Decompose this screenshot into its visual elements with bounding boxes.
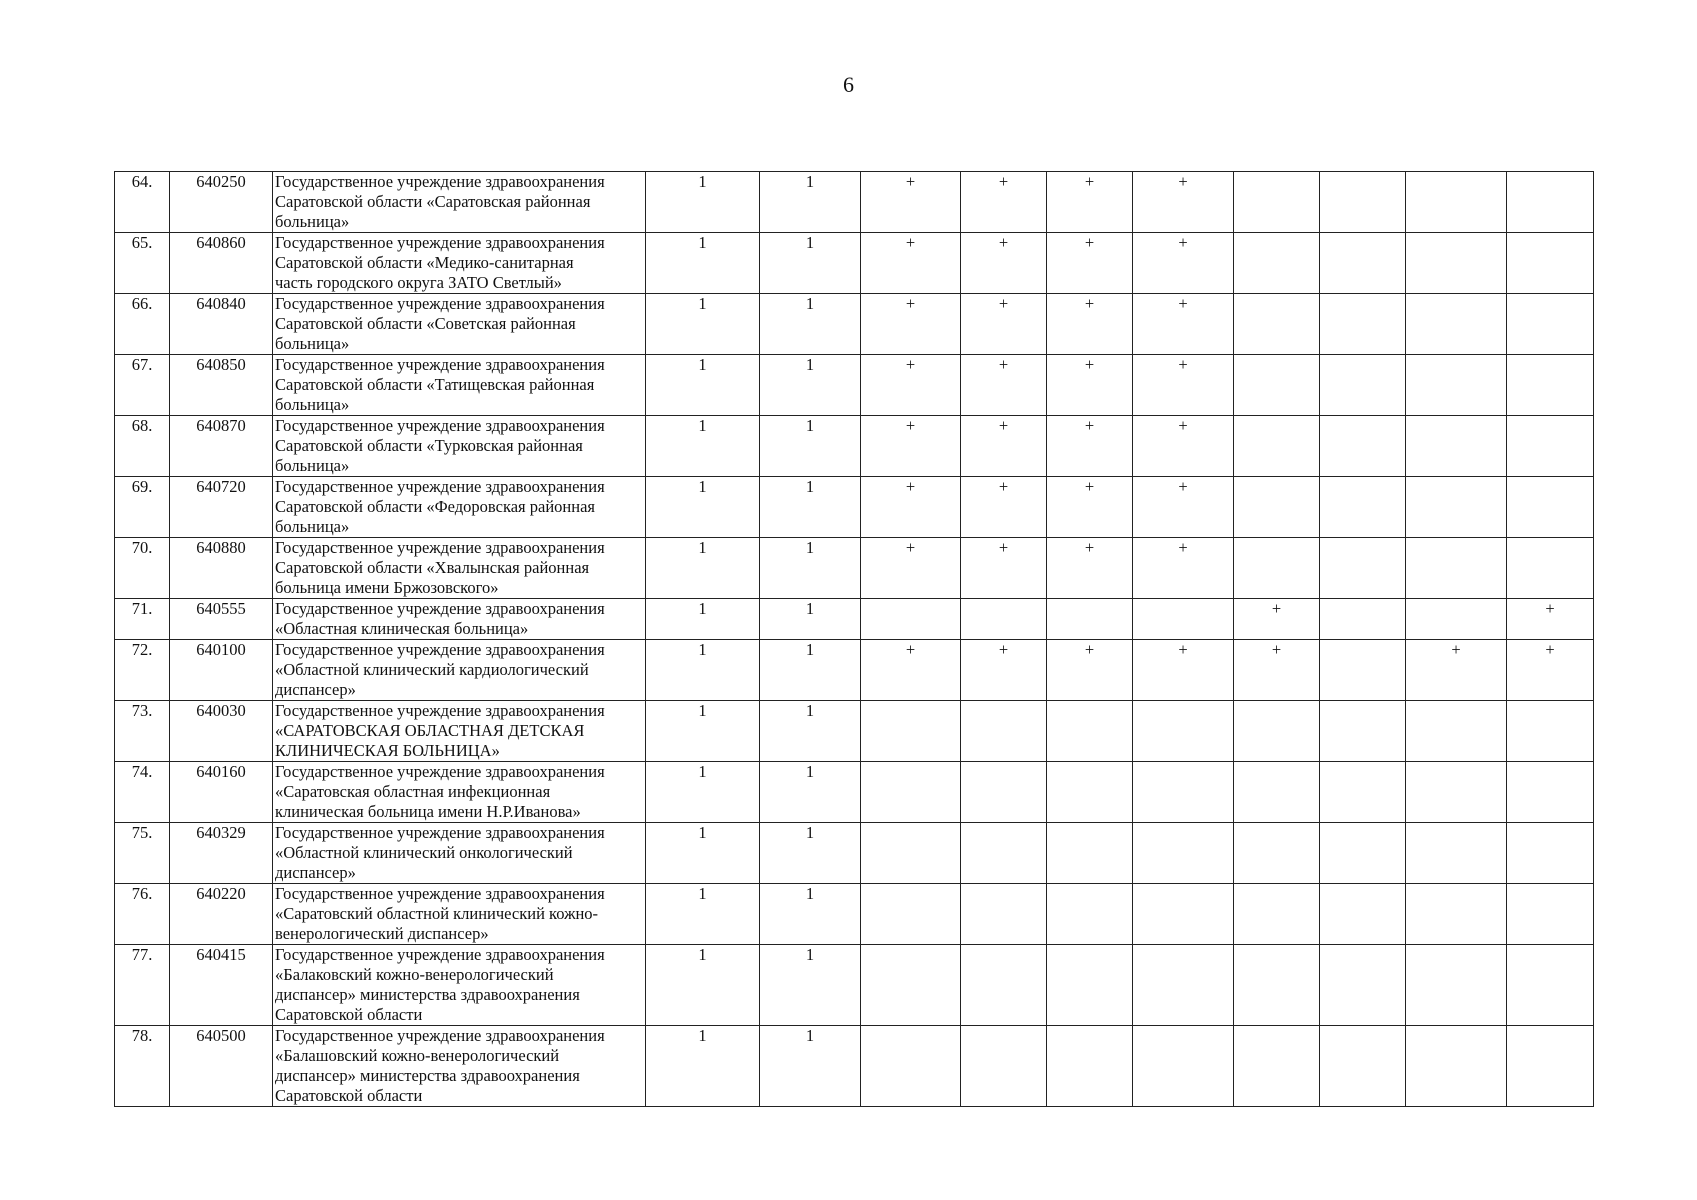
row-number-cell: 74. [115,762,170,823]
mark-cell-8 [1507,294,1594,355]
org-name-cell [273,233,646,294]
org-name-line: больница» [275,517,350,536]
mark-cell-8 [1507,477,1594,538]
mark-cell-8 [1507,416,1594,477]
mark-cell-5 [1234,294,1320,355]
value-cell-2: 1 [760,823,861,884]
mark-cell-8: + [1507,640,1594,701]
org-name-line: Государственное учреждение здравоохранения [275,172,605,191]
mark-cell-3 [1047,1026,1133,1107]
mark-cell-1 [861,762,961,823]
mark-cell-7: + [1406,640,1507,701]
mark-cell-6 [1320,294,1406,355]
mark-cell-3 [1047,762,1133,823]
value-cell-2: 1 [760,416,861,477]
org-code-cell: 640100 [170,640,273,701]
mark-cell-3: + [1047,294,1133,355]
mark-cell-5 [1234,416,1320,477]
mark-cell-6 [1320,884,1406,945]
row-number-cell: 65. [115,233,170,294]
table-row [115,823,1594,884]
table-row [115,1026,1594,1107]
mark-cell-3 [1047,823,1133,884]
mark-cell-4 [1133,1026,1234,1107]
mark-cell-2 [961,823,1047,884]
row-number-cell: 67. [115,355,170,416]
mark-cell-1: + [861,640,961,701]
mark-cell-2: + [961,640,1047,701]
value-cell-1: 1 [646,1026,760,1107]
org-name-line: Государственное учреждение здравоохранения [275,538,605,557]
mark-cell-7 [1406,945,1507,1026]
org-name-line: Государственное учреждение здравоохранения [275,823,605,842]
org-code-cell: 640160 [170,762,273,823]
org-name-cell [273,823,646,884]
row-number-cell: 73. [115,701,170,762]
org-name-line: Саратовской области «Татищевская районная [275,375,595,394]
mark-cell-7 [1406,1026,1507,1107]
mark-cell-5 [1234,823,1320,884]
org-name-cell [273,762,646,823]
org-name-line: Государственное учреждение здравоохранения [275,1026,605,1045]
org-name-line: Государственное учреждение здравоохранения [275,233,605,252]
org-name-line: «Областной клинический онкологический [275,843,573,862]
org-name-cell [273,884,646,945]
registry-table [114,171,1594,1107]
value-cell-1: 1 [646,294,760,355]
org-name-line: венерологический диспансер» [275,924,489,943]
org-name-line: Саратовской области «Саратовская районная [275,192,591,211]
org-code-cell: 640500 [170,1026,273,1107]
mark-cell-1 [861,945,961,1026]
mark-cell-4: + [1133,640,1234,701]
mark-cell-6 [1320,823,1406,884]
mark-cell-5: + [1234,599,1320,640]
page-number: 6 [843,72,854,97]
table-row [115,538,1594,599]
mark-cell-2 [961,1026,1047,1107]
mark-cell-5 [1234,701,1320,762]
org-name-cell [273,640,646,701]
org-name-line: Государственное учреждение здравоохранения [275,416,605,435]
org-name-line: больница» [275,334,350,353]
mark-cell-8 [1507,945,1594,1026]
mark-cell-7 [1406,294,1507,355]
mark-cell-5 [1234,538,1320,599]
mark-cell-3: + [1047,355,1133,416]
org-name-cell [273,538,646,599]
org-name-cell [273,477,646,538]
value-cell-1: 1 [646,477,760,538]
mark-cell-4: + [1133,355,1234,416]
mark-cell-6 [1320,945,1406,1026]
org-code-cell: 640555 [170,599,273,640]
mark-cell-2: + [961,355,1047,416]
mark-cell-2: + [961,172,1047,233]
mark-cell-3 [1047,599,1133,640]
mark-cell-4 [1133,701,1234,762]
value-cell-2: 1 [760,233,861,294]
table-row [115,477,1594,538]
mark-cell-1: + [861,416,961,477]
mark-cell-7 [1406,762,1507,823]
mark-cell-6 [1320,355,1406,416]
mark-cell-7 [1406,599,1507,640]
org-name-cell [273,355,646,416]
org-code-cell: 640870 [170,416,273,477]
mark-cell-5: + [1234,640,1320,701]
mark-cell-8 [1507,701,1594,762]
mark-cell-8 [1507,538,1594,599]
value-cell-1: 1 [646,762,760,823]
mark-cell-7 [1406,701,1507,762]
org-code-cell: 640329 [170,823,273,884]
mark-cell-2 [961,945,1047,1026]
org-code-cell: 640880 [170,538,273,599]
org-name-cell [273,1026,646,1107]
mark-cell-7 [1406,172,1507,233]
value-cell-2: 1 [760,762,861,823]
mark-cell-2: + [961,233,1047,294]
mark-cell-3: + [1047,640,1133,701]
value-cell-1: 1 [646,823,760,884]
mark-cell-5 [1234,945,1320,1026]
value-cell-1: 1 [646,945,760,1026]
mark-cell-5 [1234,172,1320,233]
org-name-line: больница имени Бржозовского» [275,578,499,597]
org-name-line: «Саратовский областной клинический кожно- [275,904,599,923]
mark-cell-3: + [1047,233,1133,294]
table-row [115,945,1594,1026]
org-name-line: Саратовской области «Советская районная [275,314,576,333]
mark-cell-7 [1406,538,1507,599]
org-name-line: Государственное учреждение здравоохранения [275,640,605,659]
mark-cell-3: + [1047,416,1133,477]
org-code-cell: 640250 [170,172,273,233]
mark-cell-2: + [961,294,1047,355]
org-name-line: Саратовской области «Турковская районная [275,436,583,455]
row-number-cell: 75. [115,823,170,884]
table-row [115,762,1594,823]
value-cell-1: 1 [646,233,760,294]
org-code-cell: 640220 [170,884,273,945]
mark-cell-2: + [961,477,1047,538]
row-number-cell: 77. [115,945,170,1026]
mark-cell-4 [1133,945,1234,1026]
org-name-line: Саратовской области «Федоровская районная [275,497,595,516]
mark-cell-5 [1234,477,1320,538]
org-name-line: Государственное учреждение здравоохранения [275,477,605,496]
value-cell-1: 1 [646,172,760,233]
org-name-line: «САРАТОВСКАЯ ОБЛАСТНАЯ ДЕТСКАЯ [275,721,585,740]
mark-cell-4: + [1133,233,1234,294]
org-name-line: Государственное учреждение здравоохранения [275,701,605,720]
org-name-line: диспансер» [275,863,356,882]
value-cell-2: 1 [760,945,861,1026]
mark-cell-3: + [1047,172,1133,233]
mark-cell-5 [1234,762,1320,823]
row-number-cell: 78. [115,1026,170,1107]
org-name-line: Государственное учреждение здравоохранения [275,355,605,374]
row-number-cell: 72. [115,640,170,701]
org-name-cell [273,945,646,1026]
mark-cell-3 [1047,701,1133,762]
mark-cell-1: + [861,355,961,416]
row-number-cell: 66. [115,294,170,355]
mark-cell-4: + [1133,172,1234,233]
org-name-line: «Областная клиническая больница» [275,619,529,638]
mark-cell-5 [1234,884,1320,945]
table-row [115,701,1594,762]
table-row [115,640,1594,701]
mark-cell-1: + [861,294,961,355]
mark-cell-8 [1507,1026,1594,1107]
mark-cell-2: + [961,538,1047,599]
mark-cell-3: + [1047,477,1133,538]
mark-cell-2: + [961,416,1047,477]
org-name-line: КЛИНИЧЕСКАЯ БОЛЬНИЦА» [275,741,500,760]
org-name-line: Саратовской области [275,1005,423,1024]
mark-cell-2 [961,599,1047,640]
org-name-line: Саратовской области «Медико-санитарная [275,253,574,272]
mark-cell-8 [1507,172,1594,233]
value-cell-2: 1 [760,884,861,945]
value-cell-2: 1 [760,1026,861,1107]
mark-cell-2 [961,701,1047,762]
mark-cell-5 [1234,355,1320,416]
org-code-cell: 640720 [170,477,273,538]
row-number-cell: 71. [115,599,170,640]
table-row [115,884,1594,945]
mark-cell-4 [1133,884,1234,945]
org-name-line: Саратовской области «Хвалынская районная [275,558,590,577]
mark-cell-4: + [1133,477,1234,538]
value-cell-2: 1 [760,599,861,640]
org-name-line: «Саратовская областная инфекционная [275,782,551,801]
mark-cell-1 [861,599,961,640]
mark-cell-4 [1133,762,1234,823]
mark-cell-6 [1320,762,1406,823]
mark-cell-6 [1320,640,1406,701]
row-number-cell: 76. [115,884,170,945]
value-cell-1: 1 [646,538,760,599]
org-name-cell [273,701,646,762]
mark-cell-7 [1406,823,1507,884]
mark-cell-2 [961,762,1047,823]
mark-cell-1: + [861,477,961,538]
mark-cell-7 [1406,416,1507,477]
mark-cell-6 [1320,599,1406,640]
mark-cell-1 [861,823,961,884]
mark-cell-6 [1320,416,1406,477]
row-number-cell: 68. [115,416,170,477]
value-cell-2: 1 [760,640,861,701]
org-name-cell [273,599,646,640]
mark-cell-3 [1047,945,1133,1026]
value-cell-2: 1 [760,172,861,233]
org-name-line: Государственное учреждение здравоохранения [275,294,605,313]
value-cell-2: 1 [760,294,861,355]
mark-cell-6 [1320,477,1406,538]
mark-cell-1 [861,1026,961,1107]
mark-cell-6 [1320,172,1406,233]
org-code-cell: 640030 [170,701,273,762]
org-code-cell: 640850 [170,355,273,416]
value-cell-1: 1 [646,416,760,477]
mark-cell-7 [1406,233,1507,294]
row-number-cell: 69. [115,477,170,538]
org-name-line: Государственное учреждение здравоохранения [275,884,605,903]
mark-cell-5 [1234,1026,1320,1107]
mark-cell-1 [861,884,961,945]
table-row [115,599,1594,640]
mark-cell-1: + [861,172,961,233]
mark-cell-4: + [1133,294,1234,355]
mark-cell-5 [1234,233,1320,294]
mark-cell-4 [1133,599,1234,640]
org-name-line: диспансер» [275,680,356,699]
mark-cell-1: + [861,233,961,294]
org-name-line: диспансер» министерства здравоохранения [275,1066,580,1085]
value-cell-1: 1 [646,640,760,701]
mark-cell-8 [1507,823,1594,884]
value-cell-2: 1 [760,701,861,762]
org-name-line: Государственное учреждение здравоохранения [275,762,605,781]
org-code-cell: 640860 [170,233,273,294]
value-cell-1: 1 [646,701,760,762]
org-name-line: клиническая больница имени Н.Р.Иванова» [275,802,581,821]
org-name-line: Государственное учреждение здравоохранения [275,599,605,618]
mark-cell-8 [1507,233,1594,294]
org-name-line: «Балашовский кожно-венерологический [275,1046,560,1065]
org-name-line: Государственное учреждение здравоохранения [275,945,605,964]
mark-cell-1: + [861,538,961,599]
mark-cell-4 [1133,823,1234,884]
value-cell-1: 1 [646,355,760,416]
table-body [115,172,1594,1107]
value-cell-1: 1 [646,599,760,640]
org-code-cell: 640840 [170,294,273,355]
org-name-line: больница» [275,456,350,475]
mark-cell-4: + [1133,416,1234,477]
mark-cell-2 [961,884,1047,945]
mark-cell-6 [1320,233,1406,294]
org-code-cell: 640415 [170,945,273,1026]
value-cell-1: 1 [646,884,760,945]
mark-cell-3 [1047,884,1133,945]
table-row [115,416,1594,477]
table-row [115,172,1594,233]
row-number-cell: 70. [115,538,170,599]
table-row [115,355,1594,416]
row-number-cell: 64. [115,172,170,233]
mark-cell-7 [1406,884,1507,945]
org-name-cell [273,416,646,477]
mark-cell-8: + [1507,599,1594,640]
mark-cell-3: + [1047,538,1133,599]
org-name-line: «Областной клинический кардиологический [275,660,589,679]
org-name-line: Саратовской области [275,1086,423,1105]
org-name-line: «Балаковский кожно-венерологический [275,965,554,984]
mark-cell-6 [1320,538,1406,599]
org-name-line: больница» [275,212,350,231]
mark-cell-6 [1320,1026,1406,1107]
mark-cell-1 [861,701,961,762]
mark-cell-7 [1406,355,1507,416]
org-name-line: часть городского округа ЗАТО Светлый» [275,273,562,292]
mark-cell-7 [1406,477,1507,538]
table-row [115,294,1594,355]
mark-cell-6 [1320,701,1406,762]
value-cell-2: 1 [760,477,861,538]
value-cell-2: 1 [760,538,861,599]
table-row [115,233,1594,294]
org-name-cell [273,294,646,355]
mark-cell-8 [1507,762,1594,823]
org-name-line: диспансер» министерства здравоохранения [275,985,580,1004]
mark-cell-8 [1507,884,1594,945]
org-name-cell [273,172,646,233]
value-cell-2: 1 [760,355,861,416]
mark-cell-8 [1507,355,1594,416]
mark-cell-4: + [1133,538,1234,599]
org-name-line: больница» [275,395,350,414]
